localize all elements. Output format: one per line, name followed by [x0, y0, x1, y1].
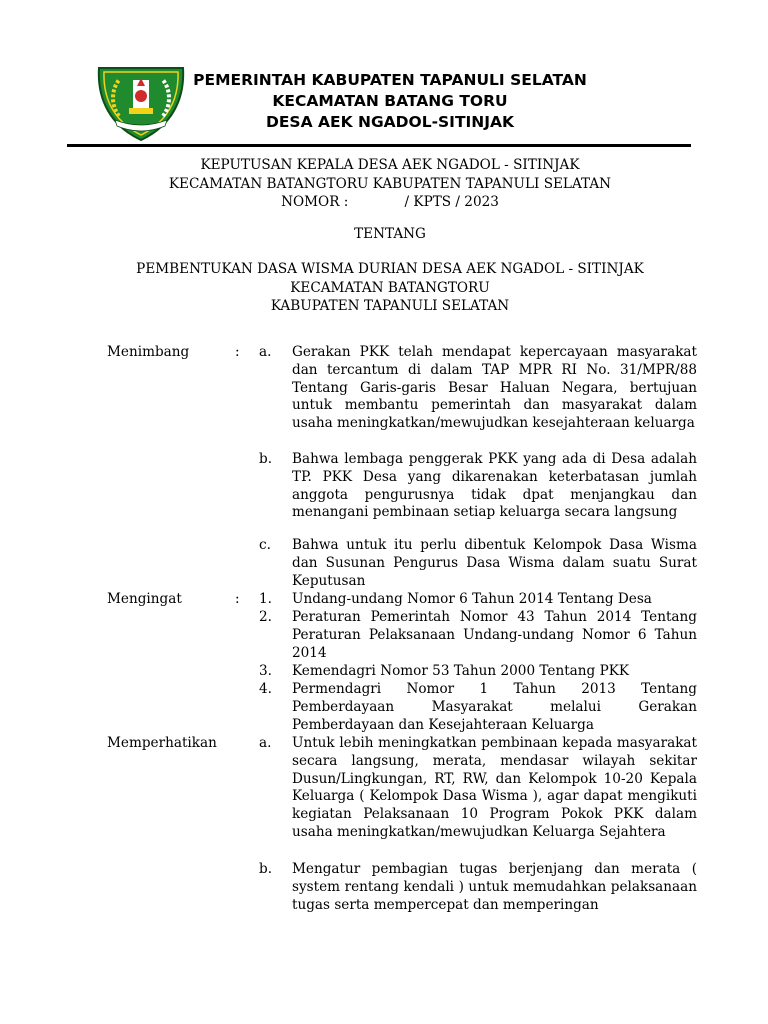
decree-title-line-2: KECAMATAN BATANGTORU KABUPATEN TAPANULI SELATAN — [168, 175, 612, 192]
list-item: Gerakan PKK telah mendapat kepercayaan masyarakat dan tercantum di dalam TAP MPR RI No. 31/MPR/88 Tentang Garis-garis Besar Haluan Negara, bertujuan untuk membantu pemerintah dan masyarakat dalam usaha meningkatkan/mewujudkan kesejahteraan keluarga — [292, 344, 697, 432]
list-item: Kemendagri Nomor 53 Tahun 2000 Tentang PKK — [292, 663, 630, 679]
list-item: Peraturan Pemerintah Nomor 43 Tahun 2014 Tentang Peraturan Pelaksanaan Undang-undang Nomor 6 Tahun 2014 — [292, 609, 697, 661]
list-item: Permendagri Nomor 1 Tahun 2013 Tentang Pemberdayaan Masyarakat melalui Gerakan Pemberdayaan dan Kesejahteraan Keluarga — [292, 681, 697, 733]
list-marker: b. — [259, 861, 273, 877]
list-marker: c. — [259, 537, 271, 553]
list-marker: 4. — [259, 681, 272, 697]
section-colon-menimbang: : — [235, 344, 240, 360]
letterhead-government: PEMERINTAH KABUPATEN TAPANULI SELATAN — [193, 71, 587, 89]
letterhead-village: DESA AEK NGADOL-SITINJAK — [265, 113, 515, 131]
list-item: Bahwa lembaga penggerak PKK yang ada di Desa adalah TP. PKK Desa yang dikarenakan keterbatasan jumlah anggota pengurusnya tidak dpat menjangkau dan menangani pembinaan setiap keluarga secara langsung — [292, 451, 697, 521]
list-item: Bahwa untuk itu perlu dibentuk Kelompok Dasa Wisma dan Susunan Pengurus Dasa Wisma dalam suatu Surat Keputusan — [292, 537, 697, 589]
decree-number: NOMOR : / KPTS / 2023 — [281, 194, 499, 210]
list-marker: 1. — [259, 591, 272, 607]
decree-subject-line-3: KABUPATEN TAPANULI SELATAN — [270, 298, 510, 314]
regency-emblem-icon — [93, 60, 189, 142]
list-item: Undang-undang Nomor 6 Tahun 2014 Tentang Desa — [292, 591, 652, 607]
list-item: Untuk lebih meningkatkan pembinaan kepada masyarakat secara langsung, merata, mendasar wilayah sekitar Dusun/Lingkungan, RT, RW, dan Kelompok 10-20 Kepala Keluarga ( Kelompok Dasa Wisma ), agar dapat mengikuti kegiatan Pelaksanaan 10 Program Pokok PKK dalam usaha meningkatkan/mewujudkan Keluarga Sejahtera — [292, 735, 697, 840]
list-item: Mengatur pembagian tugas berjenjang dan merata ( system rentang kendali ) untuk memudahkan pelaksanaan tugas serta mempercepat dan memperingan — [292, 861, 697, 913]
decree-title — [100, 156, 680, 212]
list-marker: b. — [259, 451, 273, 467]
letterhead-divider — [67, 144, 691, 147]
about-heading — [100, 225, 680, 244]
list-marker: 3. — [259, 663, 272, 679]
list-marker: 2. — [259, 609, 272, 625]
section-label-memperhatikan: Memperhatikan — [107, 735, 217, 751]
decree-subject-line-2: KECAMATAN BATANGTORU — [290, 279, 490, 296]
decree-subject-line-1: PEMBENTUKAN DASA WISMA DURIAN DESA AEK NGADOL - SITINJAK — [136, 261, 644, 277]
decree-title-line-1: KEPUTUSAN KEPALA DESA AEK NGADOL - SITINJAK — [200, 157, 580, 173]
about-heading-text: TENTANG — [354, 226, 426, 242]
letterhead-district: KECAMATAN BATANG TORU — [272, 92, 508, 110]
section-colon-mengingat: : — [235, 591, 240, 607]
list-marker: a. — [259, 735, 272, 751]
letterhead — [180, 70, 600, 133]
section-label-mengingat: Mengingat — [107, 591, 182, 607]
section-label-menimbang: Menimbang — [107, 344, 190, 360]
list-marker: a. — [259, 344, 272, 360]
decree-subject — [100, 260, 680, 316]
